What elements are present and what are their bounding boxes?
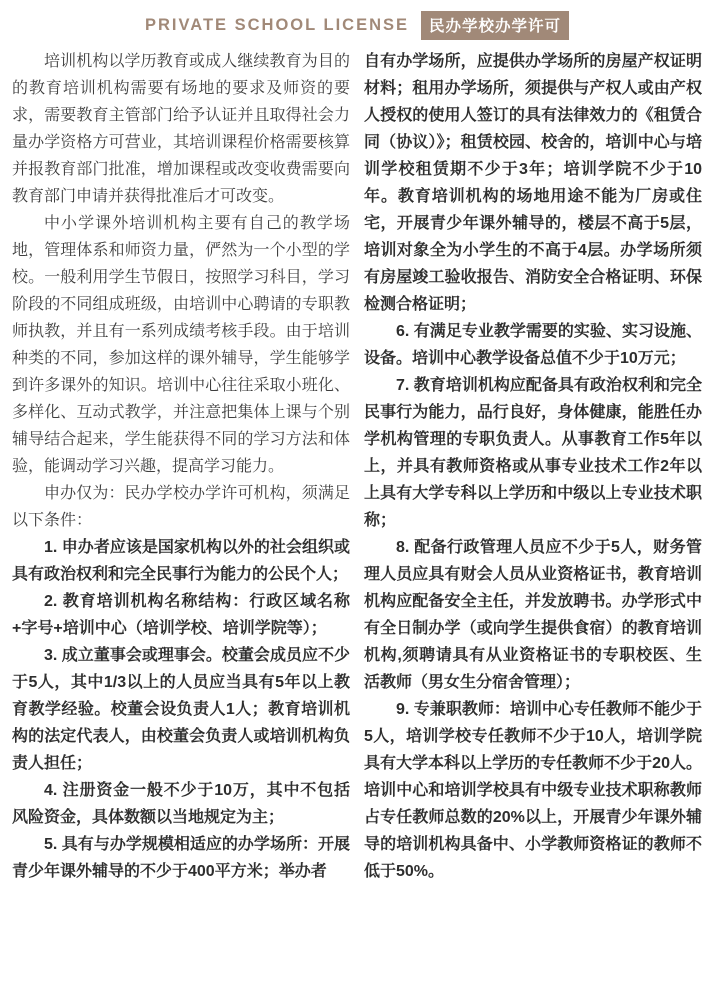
paragraph: 3. 成立董事会或理事会。校董会成员应不少于5人，其中1/3以上的人员应当具有5年以上教育教学经验。校董会设负责人1人；教育培训机构的法定代表人，由校董会负责人或培训机构负责人担任；	[12, 647, 350, 772]
title-badge: 民办学校办学许可	[421, 11, 569, 40]
paragraph: 培训机构以学历教育或成人继续教育为目的的教育培训机构需要有场地的要求及师资的要求，需要教育主管部门给予认证并且取得社会力量办学资格方可营业，其培训课程价格需要核算并报教育部门批准，增加课程或改变收费需要向教育部门申请并获得批准后才可改变。	[12, 53, 350, 205]
paragraph: 申办仅为：民办学校办学许可机构，须满足以下条件：	[12, 485, 350, 529]
page-header	[12, 10, 702, 40]
page-title: PRIVATE SCHOOL LICENSE	[144, 15, 409, 34]
paragraph: 1. 申办者应该是国家机构以外的社会组织或具有政治权利和完全民事行为能力的公民个人；	[12, 539, 350, 583]
paragraph: 5. 具有与办学规模相适应的办学场所：开展青少年课外辅导的不少于400平方米；举办者	[12, 836, 350, 880]
paragraph: 2. 教育培训机构名称结构：行政区域名称+字号+培训中心（培训学校、培训学院等）；	[12, 593, 350, 637]
paragraph: 8. 配备行政管理人员应不少于5人，财务管理人员应具有财会人员从业资格证书，教育培训机构应配备安全主任，并发放聘书。办学形式中有全日制办学（或向学生提供食宿）的教育培训机构,须聘请具有从业资格证书的专职校医、生活教师（男女生分宿舍管理）；	[364, 539, 702, 691]
paragraph: 6. 有满足专业教学需要的实验、实习设施、设备。培训中心教学设备总值不少于10万元；	[364, 323, 702, 367]
paragraph: 4. 注册资金一般不少于10万，其中不包括风险资金，具体数额以当地规定为主；	[12, 782, 350, 826]
article-body	[12, 48, 702, 885]
right-column	[364, 48, 702, 885]
paragraph: 9. 专兼职教师：培训中心专任教师不能少于5人，培训学校专任教师不少于10人，培训学院具有大学本科以上学历的专任教师不少于20人。培训中心和培训学校具有中级专业技术职称教师占专任教师总数的20%以上，开展青少年课外辅导的培训机构具备中、小学教师资格证的教师不低于50%。	[364, 701, 702, 880]
left-column	[12, 48, 350, 885]
paragraph: 中小学课外培训机构主要有自己的教学场地，管理体系和师资力量，俨然为一个小型的学校。一般利用学生节假日，按照学习科目，学习阶段的不同组成班级，由培训中心聘请的专职教师执教，并且有一系列成绩考核手段。由于培训种类的不同，参加这样的课外辅导，学生能够学到许多课外的知识。培训中心往往采取小班化、多样化、互动式教学，并注意把集体上课与个别辅导结合起来，学生能获得不同的学习方法和体验，能调动学习兴趣，提高学习能力。	[12, 215, 350, 475]
paragraph: 7. 教育培训机构应配备具有政治权利和完全民事行为能力，品行良好，身体健康，能胜任办学机构管理的专职负责人。从事教育工作5年以上，并具有教师资格或从事专业技术工作2年以上具有大学专科以上学历和中级以上专业技术职称；	[364, 377, 702, 529]
paragraph: 自有办学场所，应提供办学场所的房屋产权证明材料；租用办学场所，须提供与产权人或由产权人授权的使用人签订的具有法律效力的《租赁合同（协议）》；租赁校园、校舍的，培训中心与培训学校租赁期不少于3年；培训学院不少于10年。教育培训机构的场地用途不能为厂房或住宅，开展青少年课外辅导的，楼层不高于5层，培训对象全为小学生的不高于4层。办学场所须有房屋竣工验收报告、消防安全合格证明、环保检测合格证明；	[364, 53, 702, 313]
